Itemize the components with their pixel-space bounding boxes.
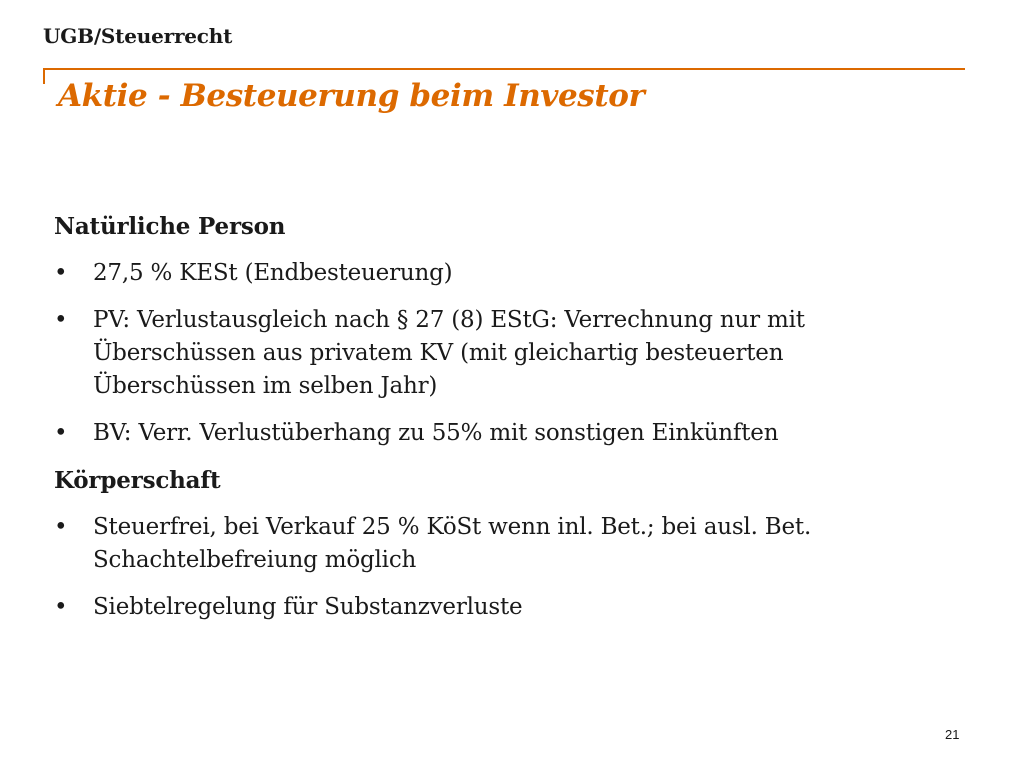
slide-body — [54, 210, 934, 638]
bullet-dot: • — [54, 307, 68, 333]
bullet-text: Steuerfrei, bei Verkauf 25 % KöSt wenn inl. Bet.; bei ausl. Bet. Schachtelbefreiung möglich — [93, 514, 812, 573]
bullet-text: 27,5 % KESt (Endbesteuerung) — [93, 260, 453, 286]
bullet-item — [54, 417, 934, 450]
bullet-item — [54, 304, 934, 403]
header-divider — [43, 68, 965, 70]
bullet-text: Siebtelregelung für Substanzverluste — [93, 594, 523, 620]
bullet-item — [54, 257, 934, 290]
bullet-dot: • — [54, 594, 68, 620]
header-divider-tick — [43, 68, 45, 84]
bullet-dot: • — [54, 260, 68, 286]
page-number: 21 — [945, 727, 960, 742]
section-label: UGB/Steuerrecht — [43, 24, 233, 48]
bullet-item — [54, 511, 934, 577]
section-heading-natural-person: Natürliche Person — [54, 213, 286, 240]
slide-title: Aktie - Besteuerung beim Investor — [58, 78, 645, 114]
section-heading-corporation: Körperschaft — [54, 467, 221, 494]
bullet-dot: • — [54, 514, 68, 540]
bullet-text: PV: Verlustausgleich nach § 27 (8) EStG: Verrechnung nur mit Überschüssen aus privatem KV (mit gleichartig besteuerten Überschüssen im selben Jahr) — [93, 307, 805, 399]
bullet-item — [54, 591, 934, 624]
bullet-dot: • — [54, 420, 68, 446]
bullet-text: BV: Verr. Verlustüberhang zu 55% mit sonstigen Einkünften — [93, 420, 779, 446]
